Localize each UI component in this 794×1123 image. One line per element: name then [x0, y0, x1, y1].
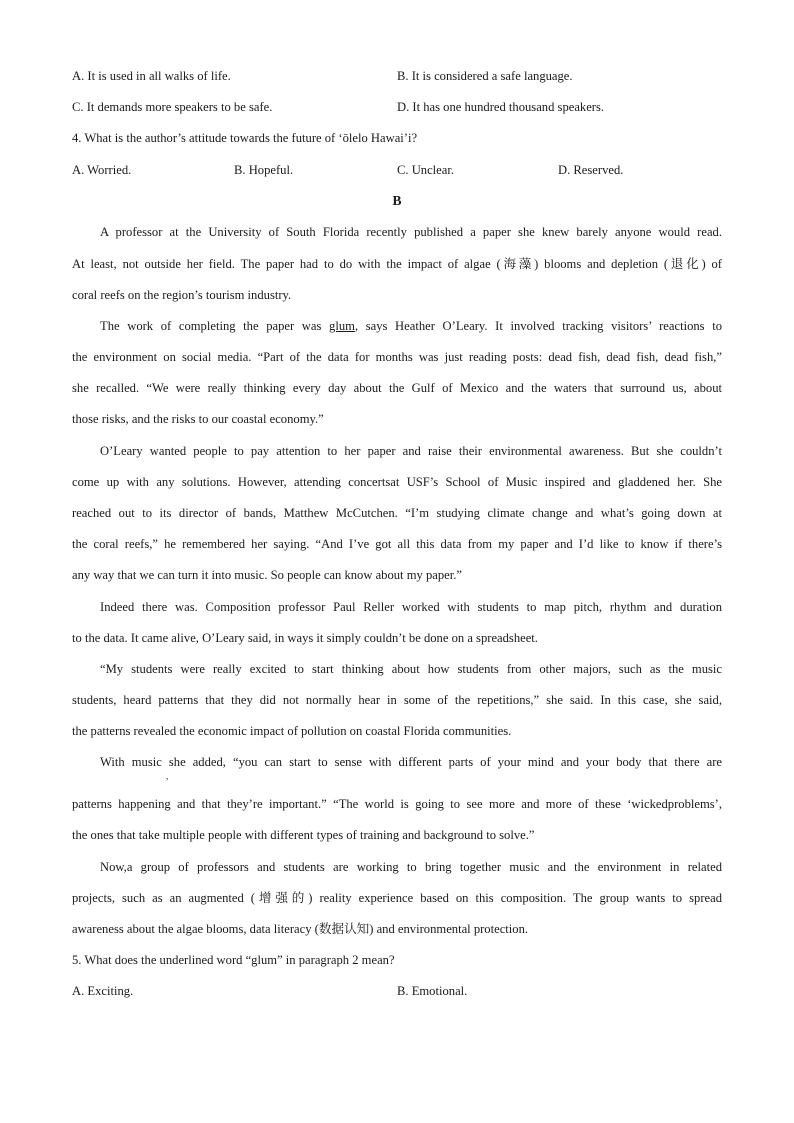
section-heading: B: [392, 193, 402, 208]
q5-stem: 5. What does the underlined word “glum” in paragraph 2 mean?: [72, 953, 395, 967]
passage-p1-line2: At least, not outside her field. The paper had to do with the impact of algae (海藻) blooms and depletion (退化) of: [72, 257, 722, 271]
passage-p5-line3: the patterns revealed the economic impact of pollution on coastal Florida communities.: [72, 724, 512, 738]
passage-p2-line1: [72, 318, 722, 334]
passage-p1-line1: A professor at the University of South Florida recently published a paper she knew barely anyone would read.: [100, 225, 722, 239]
passage-p3-line4: the coral reefs,” he remembered her saying. “And I’ve got all this data from my paper and I’d like to know if there’s: [72, 537, 722, 551]
stray-comma-mark: ,: [166, 771, 169, 781]
q3-option-a: A. It is used in all walks of life.: [72, 69, 231, 83]
passage-p6-line1: With music she added, “you can start to sense with different parts of your mind and your body that there are: [100, 755, 722, 769]
passage-p3-line5: any way that we can turn it into music. So people can know about my paper.”: [72, 568, 462, 582]
passage-p7-line3: awareness about the algae blooms, data literacy (数据认知) and environmental protection.: [72, 922, 529, 936]
q4-stem: 4. What is the author’s attitude towards the future of ‘ōlelo Hawai’i?: [72, 131, 418, 145]
q3-option-c: C. It demands more speakers to be safe.: [72, 100, 273, 114]
p2-line1-post: , says Heather O’Leary. It involved tracking visitors’ reactions to: [354, 319, 722, 333]
passage-p6-line2: patterns happening and that they’re important.” “The world is going to see more and more of these ‘wickedproblems’,: [72, 797, 722, 811]
q4-option-d: D. Reserved.: [558, 163, 624, 177]
q5-option-a: A. Exciting.: [72, 984, 134, 998]
passage-p7-line1: Now,a group of professors and students are working to bring together music and the environment in related: [100, 860, 722, 874]
q4-option-b: B. Hopeful.: [234, 163, 294, 177]
passage-p4-line1: Indeed there was. Composition professor Paul Reller worked with students to map pitch, rhythm and duration: [100, 600, 722, 614]
passage-p5-line1: “My students were really excited to start thinking about how students from other majors, such as the music: [100, 662, 722, 676]
passage-p2-line4: those risks, and the risks to our coastal economy.”: [72, 412, 324, 426]
passage-p1-line3: coral reefs on the region’s tourism industry.: [72, 288, 292, 302]
passage-p5-line2: students, heard patterns that they did not normally hear in some of the repetitions,” she said. In this case, she said,: [72, 693, 722, 707]
p2-line1-pre: The work of completing the paper was: [100, 319, 330, 333]
passage-p3-line1: O’Leary wanted people to pay attention to her paper and raise their environmental awareness. But she couldn’t: [100, 444, 722, 458]
passage-p3-line3: reached out to its director of bands, Matthew McCutchen. “I’m studying climate change and what’s going down at: [72, 506, 722, 520]
q4-option-a: A. Worried.: [72, 163, 132, 177]
q3-option-d: D. It has one hundred thousand speakers.: [397, 100, 605, 114]
passage-p6-line3: the ones that take multiple people with different types of training and background to solve.”: [72, 828, 535, 842]
passage-p4-line2: to the data. It came alive, O’Leary said, in ways it simply couldn’t be done on a spreadsheet.: [72, 631, 538, 645]
passage-p2-line2: the environment on social media. “Part of the data for months was just reading posts: dead fish, dead fish, dead fish,”: [72, 350, 722, 364]
q5-option-b: B. Emotional.: [397, 984, 468, 998]
passage-p7-line2: projects, such as an augmented (增强的) reality experience based on this composition. The group wants to spread: [72, 891, 722, 905]
q3-option-b: B. It is considered a safe language.: [397, 69, 573, 83]
underlined-word-glum: glum: [329, 319, 355, 333]
passage-p2-line3: she recalled. “We were really thinking every day about the Gulf of Mexico and the waters that surround us, about: [72, 381, 722, 395]
passage-p3-line2: come up with any solutions. However, attending concertsat USF’s School of Music inspired and gladdened her. She: [72, 475, 722, 489]
q4-option-c: C. Unclear.: [397, 163, 455, 177]
